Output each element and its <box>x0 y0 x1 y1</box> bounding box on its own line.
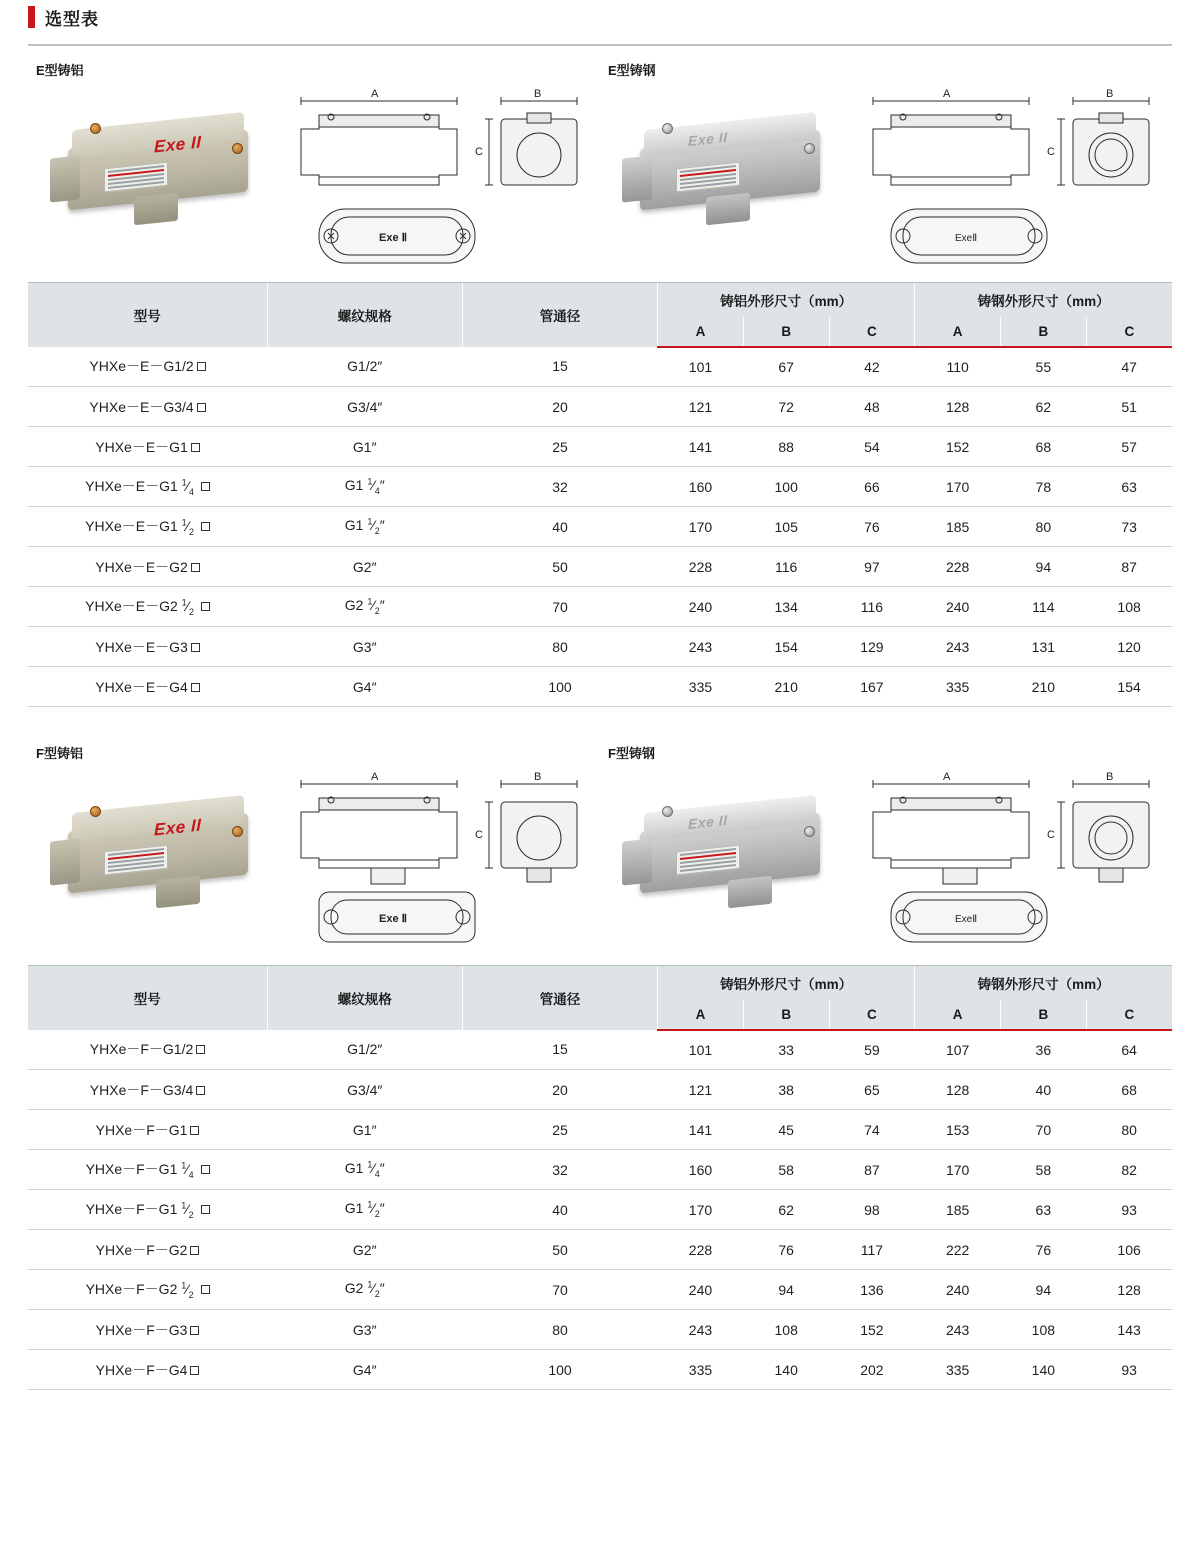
cell-alu-b: 210 <box>743 667 829 707</box>
cell-thread: G3/4″ <box>267 387 462 427</box>
table-row <box>28 667 1172 707</box>
cell-thread: G2″ <box>267 1230 462 1270</box>
cell-steel-a: 128 <box>915 387 1001 427</box>
cell-steel-b: 94 <box>1000 1270 1086 1310</box>
cell-thread: G2″ <box>267 547 462 587</box>
cell-alu-c: 116 <box>829 587 915 627</box>
figure-label: F型铸铝 <box>36 746 83 761</box>
cell-steel-c: 51 <box>1086 387 1172 427</box>
exe-mark: Exe II <box>688 811 728 833</box>
svg-text:A: A <box>371 771 379 783</box>
cell-bore: 20 <box>462 1070 657 1110</box>
cell-model: YHXe－E－G3/4 <box>28 387 267 427</box>
col-header-steel-c: C <box>1086 317 1172 347</box>
svg-text:A: A <box>371 88 379 100</box>
svg-text:A: A <box>943 771 951 783</box>
cell-steel-c: 82 <box>1086 1150 1172 1190</box>
table-row <box>28 1270 1172 1310</box>
cell-steel-a: 240 <box>915 1270 1001 1310</box>
cell-model: YHXe－F－G1 $^1⁄_2$ <box>28 1190 267 1230</box>
svg-text:B: B <box>534 771 542 783</box>
cell-thread: G2 $^1⁄_2''$ <box>267 1270 462 1310</box>
cell-alu-b: 105 <box>743 507 829 547</box>
cell-steel-a: 107 <box>915 1030 1001 1070</box>
cell-alu-c: 76 <box>829 507 915 547</box>
cell-steel-a: 152 <box>915 427 1001 467</box>
col-header-alu-c: C <box>829 1000 915 1030</box>
col-header-alu-group: 铸铝外形尺寸（mm） <box>658 283 915 317</box>
col-header-bore: 管通径 <box>462 283 657 347</box>
product-photo-f-aluminum <box>28 766 283 951</box>
table-row <box>28 1110 1172 1150</box>
cell-steel-b: 36 <box>1000 1030 1086 1070</box>
cell-steel-b: 80 <box>1000 507 1086 547</box>
col-header-thread: 螺纹规格 <box>267 966 462 1030</box>
cell-bore: 50 <box>462 1230 657 1270</box>
cell-model: YHXe－E－G2 <box>28 547 267 587</box>
cell-model: YHXe－E－G1/2 <box>28 347 267 387</box>
cell-steel-a: 153 <box>915 1110 1001 1150</box>
table-row <box>28 1190 1172 1230</box>
table-row <box>28 507 1172 547</box>
spec-table-e <box>28 282 1172 707</box>
cell-alu-c: 98 <box>829 1190 915 1230</box>
cell-bore: 25 <box>462 1110 657 1150</box>
cell-thread: G1 $^1⁄_2''$ <box>267 1190 462 1230</box>
cell-thread: G1 $^1⁄_2''$ <box>267 507 462 547</box>
cell-model: YHXe－F－G1 $^1⁄_4$ <box>28 1150 267 1190</box>
cell-thread: G1 $^1⁄_4''$ <box>267 467 462 507</box>
cell-alu-a: 121 <box>658 1070 744 1110</box>
cell-alu-b: 67 <box>743 347 829 387</box>
cell-bore: 100 <box>462 667 657 707</box>
cell-steel-c: 128 <box>1086 1270 1172 1310</box>
table-row <box>28 467 1172 507</box>
cell-steel-a: 170 <box>915 1150 1001 1190</box>
cell-steel-a: 170 <box>915 467 1001 507</box>
cell-alu-a: 170 <box>658 1190 744 1230</box>
table-row <box>28 547 1172 587</box>
cell-alu-a: 141 <box>658 427 744 467</box>
cell-steel-c: 80 <box>1086 1110 1172 1150</box>
svg-text:B: B <box>534 88 542 100</box>
cell-alu-b: 134 <box>743 587 829 627</box>
cell-steel-b: 131 <box>1000 627 1086 667</box>
col-header-alu-c: C <box>829 317 915 347</box>
cell-model: YHXe－E－G2 $^1⁄_2$ <box>28 587 267 627</box>
cell-alu-b: 94 <box>743 1270 829 1310</box>
technical-drawing-e-steel <box>855 83 1172 268</box>
cell-steel-c: 68 <box>1086 1070 1172 1110</box>
cell-steel-a: 335 <box>915 1350 1001 1390</box>
product-photo-f-steel <box>600 766 855 951</box>
cell-thread: G1″ <box>267 427 462 467</box>
cell-steel-c: 93 <box>1086 1350 1172 1390</box>
cell-alu-a: 121 <box>658 387 744 427</box>
cell-thread: G3″ <box>267 1310 462 1350</box>
cell-alu-a: 160 <box>658 467 744 507</box>
cell-bore: 80 <box>462 1310 657 1350</box>
cell-thread: G1 $^1⁄_4''$ <box>267 1150 462 1190</box>
col-header-bore: 管通径 <box>462 966 657 1030</box>
cell-alu-a: 240 <box>658 587 744 627</box>
cell-steel-b: 78 <box>1000 467 1086 507</box>
svg-text:C: C <box>475 146 483 158</box>
cell-alu-c: 97 <box>829 547 915 587</box>
title-accent-bar <box>28 6 35 28</box>
cell-alu-a: 243 <box>658 627 744 667</box>
cell-steel-c: 47 <box>1086 347 1172 387</box>
table-row <box>28 347 1172 387</box>
col-header-alu-group: 铸铝外形尺寸（mm） <box>658 966 915 1000</box>
col-header-steel-group: 铸钢外形尺寸（mm） <box>915 966 1172 1000</box>
cell-model: YHXe－E－G4 <box>28 667 267 707</box>
cell-steel-c: 106 <box>1086 1230 1172 1270</box>
table-header-f <box>28 966 1172 1030</box>
product-photo-e-aluminum <box>28 83 283 268</box>
cell-steel-b: 94 <box>1000 547 1086 587</box>
cell-model: YHXe－F－G4 <box>28 1350 267 1390</box>
cell-model: YHXe－F－G3/4 <box>28 1070 267 1110</box>
cell-alu-b: 116 <box>743 547 829 587</box>
cell-steel-c: 143 <box>1086 1310 1172 1350</box>
cell-alu-c: 66 <box>829 467 915 507</box>
exe-mark-bottom: ExeⅡ <box>955 914 978 925</box>
cell-thread: G2 $^1⁄_2''$ <box>267 587 462 627</box>
cell-bore: 70 <box>462 1270 657 1310</box>
col-header-steel-a: A <box>915 1000 1001 1030</box>
cell-steel-a: 185 <box>915 507 1001 547</box>
cell-steel-a: 335 <box>915 667 1001 707</box>
cell-steel-b: 210 <box>1000 667 1086 707</box>
exe-mark: Exe II <box>688 128 728 150</box>
cell-alu-c: 202 <box>829 1350 915 1390</box>
cell-bore: 32 <box>462 467 657 507</box>
cell-alu-c: 74 <box>829 1110 915 1150</box>
cell-alu-c: 54 <box>829 427 915 467</box>
cell-alu-b: 140 <box>743 1350 829 1390</box>
figure-label: E型铸铝 <box>36 63 84 78</box>
cell-bore: 80 <box>462 627 657 667</box>
technical-drawing-f-steel <box>855 766 1172 951</box>
cell-model: YHXe－F－G2 $^1⁄_2$ <box>28 1270 267 1310</box>
cell-thread: G1/2″ <box>267 347 462 387</box>
cell-alu-b: 33 <box>743 1030 829 1070</box>
exe-mark: Exe II <box>154 815 202 840</box>
svg-text:C: C <box>1047 829 1055 841</box>
svg-text:C: C <box>1047 146 1055 158</box>
cell-thread: G4″ <box>267 667 462 707</box>
cell-model: YHXe－F－G1/2 <box>28 1030 267 1070</box>
svg-text:A: A <box>943 88 951 100</box>
figure-row-e <box>28 46 1172 268</box>
section-e <box>0 46 1200 707</box>
figure-e-aluminum <box>28 60 600 268</box>
cell-alu-a: 141 <box>658 1110 744 1150</box>
cell-alu-b: 45 <box>743 1110 829 1150</box>
cell-alu-c: 65 <box>829 1070 915 1110</box>
col-header-steel-b: B <box>1000 317 1086 347</box>
table-body-e <box>28 347 1172 707</box>
col-header-steel-a: A <box>915 317 1001 347</box>
cell-thread: G3″ <box>267 627 462 667</box>
cell-model: YHXe－E－G1 $^1⁄_4$ <box>28 467 267 507</box>
figure-f-aluminum <box>28 743 600 951</box>
cell-alu-b: 100 <box>743 467 829 507</box>
cell-steel-b: 114 <box>1000 587 1086 627</box>
cell-thread: G1″ <box>267 1110 462 1150</box>
cell-alu-a: 243 <box>658 1310 744 1350</box>
figure-label: F型铸钢 <box>608 746 655 761</box>
table-row <box>28 427 1172 467</box>
table-row <box>28 1030 1172 1070</box>
cell-bore: 70 <box>462 587 657 627</box>
cell-bore: 100 <box>462 1350 657 1390</box>
cell-steel-b: 55 <box>1000 347 1086 387</box>
table-header-e <box>28 283 1172 347</box>
figure-label: E型铸钢 <box>608 63 656 78</box>
table-body-f <box>28 1030 1172 1390</box>
cell-alu-b: 62 <box>743 1190 829 1230</box>
cell-steel-a: 222 <box>915 1230 1001 1270</box>
cell-alu-c: 87 <box>829 1150 915 1190</box>
cell-bore: 32 <box>462 1150 657 1190</box>
cell-alu-b: 38 <box>743 1070 829 1110</box>
cell-alu-b: 88 <box>743 427 829 467</box>
svg-text:C: C <box>475 829 483 841</box>
cell-steel-b: 140 <box>1000 1350 1086 1390</box>
product-photo-e-steel <box>600 83 855 268</box>
cell-steel-b: 40 <box>1000 1070 1086 1110</box>
col-header-alu-b: B <box>743 317 829 347</box>
cell-bore: 15 <box>462 347 657 387</box>
technical-drawing-e-aluminum <box>283 83 600 268</box>
page-header <box>28 0 1172 46</box>
figure-f-steel <box>600 743 1172 951</box>
cell-alu-a: 228 <box>658 547 744 587</box>
cell-bore: 40 <box>462 507 657 547</box>
cell-thread: G4″ <box>267 1350 462 1390</box>
cell-steel-b: 76 <box>1000 1230 1086 1270</box>
cell-thread: G1/2″ <box>267 1030 462 1070</box>
cell-alu-a: 335 <box>658 667 744 707</box>
cell-alu-c: 129 <box>829 627 915 667</box>
cell-alu-a: 228 <box>658 1230 744 1270</box>
cell-alu-c: 59 <box>829 1030 915 1070</box>
cell-bore: 40 <box>462 1190 657 1230</box>
cell-model: YHXe－E－G3 <box>28 627 267 667</box>
cell-alu-c: 48 <box>829 387 915 427</box>
cell-steel-b: 70 <box>1000 1110 1086 1150</box>
cell-steel-a: 240 <box>915 587 1001 627</box>
table-row <box>28 387 1172 427</box>
exe-mark-bottom: Exe Ⅱ <box>379 232 408 244</box>
exe-mark: Exe II <box>154 132 202 157</box>
cell-steel-b: 62 <box>1000 387 1086 427</box>
cell-steel-b: 68 <box>1000 427 1086 467</box>
cell-thread: G3/4″ <box>267 1070 462 1110</box>
svg-text:B: B <box>1106 88 1114 100</box>
cell-steel-c: 120 <box>1086 627 1172 667</box>
cell-alu-c: 117 <box>829 1230 915 1270</box>
cell-steel-c: 87 <box>1086 547 1172 587</box>
cell-steel-c: 93 <box>1086 1190 1172 1230</box>
cell-bore: 15 <box>462 1030 657 1070</box>
technical-drawing-f-aluminum <box>283 766 600 951</box>
col-header-model: 型号 <box>28 966 267 1030</box>
cell-steel-c: 64 <box>1086 1030 1172 1070</box>
cell-model: YHXe－F－G1 <box>28 1110 267 1150</box>
col-header-alu-a: A <box>658 317 744 347</box>
figure-row-f <box>28 729 1172 951</box>
cell-steel-a: 243 <box>915 627 1001 667</box>
cell-steel-c: 57 <box>1086 427 1172 467</box>
section-f <box>0 729 1200 1390</box>
cell-alu-a: 101 <box>658 347 744 387</box>
cell-alu-c: 136 <box>829 1270 915 1310</box>
cell-alu-a: 170 <box>658 507 744 547</box>
cell-alu-c: 152 <box>829 1310 915 1350</box>
col-header-steel-c: C <box>1086 1000 1172 1030</box>
cell-alu-b: 154 <box>743 627 829 667</box>
cell-alu-b: 58 <box>743 1150 829 1190</box>
cell-model: YHXe－E－G1 $^1⁄_2$ <box>28 507 267 547</box>
table-row <box>28 587 1172 627</box>
cell-alu-a: 160 <box>658 1150 744 1190</box>
cell-bore: 50 <box>462 547 657 587</box>
cell-alu-a: 101 <box>658 1030 744 1070</box>
cell-alu-b: 76 <box>743 1230 829 1270</box>
cell-alu-b: 108 <box>743 1310 829 1350</box>
cell-steel-b: 58 <box>1000 1150 1086 1190</box>
cell-alu-a: 335 <box>658 1350 744 1390</box>
cell-steel-c: 154 <box>1086 667 1172 707</box>
table-row <box>28 1150 1172 1190</box>
cell-steel-a: 110 <box>915 347 1001 387</box>
col-header-steel-group: 铸钢外形尺寸（mm） <box>915 283 1172 317</box>
col-header-alu-a: A <box>658 1000 744 1030</box>
col-header-thread: 螺纹规格 <box>267 283 462 347</box>
cell-alu-c: 167 <box>829 667 915 707</box>
cell-steel-b: 108 <box>1000 1310 1086 1350</box>
svg-text:B: B <box>1106 771 1114 783</box>
cell-bore: 25 <box>462 427 657 467</box>
cell-alu-c: 42 <box>829 347 915 387</box>
cell-steel-b: 63 <box>1000 1190 1086 1230</box>
cell-steel-c: 63 <box>1086 467 1172 507</box>
cell-steel-a: 228 <box>915 547 1001 587</box>
cell-bore: 20 <box>462 387 657 427</box>
table-row <box>28 1230 1172 1270</box>
exe-mark-bottom: Exe Ⅱ <box>379 913 408 925</box>
cell-steel-a: 185 <box>915 1190 1001 1230</box>
cell-steel-c: 108 <box>1086 587 1172 627</box>
col-header-alu-b: B <box>743 1000 829 1030</box>
page-title: 选型表 <box>45 9 99 29</box>
cell-model: YHXe－E－G1 <box>28 427 267 467</box>
cell-alu-b: 72 <box>743 387 829 427</box>
table-row <box>28 1070 1172 1110</box>
cell-alu-a: 240 <box>658 1270 744 1310</box>
table-row <box>28 1310 1172 1350</box>
cell-model: YHXe－F－G2 <box>28 1230 267 1270</box>
figure-e-steel <box>600 60 1172 268</box>
col-header-model: 型号 <box>28 283 267 347</box>
cell-model: YHXe－F－G3 <box>28 1310 267 1350</box>
cell-steel-a: 128 <box>915 1070 1001 1110</box>
table-row <box>28 1350 1172 1390</box>
table-row <box>28 627 1172 667</box>
cell-steel-c: 73 <box>1086 507 1172 547</box>
spec-table-f <box>28 965 1172 1390</box>
col-header-steel-b: B <box>1000 1000 1086 1030</box>
exe-mark-bottom: ExeⅡ <box>955 233 978 244</box>
cell-steel-a: 243 <box>915 1310 1001 1350</box>
